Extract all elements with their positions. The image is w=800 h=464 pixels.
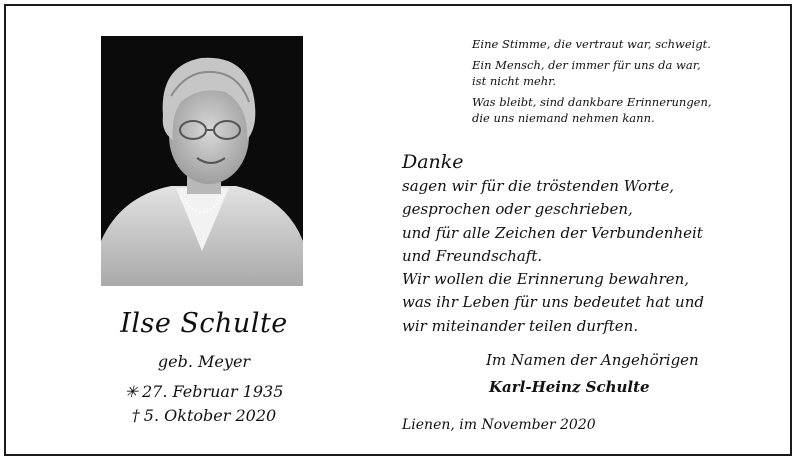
thanks-line: wir miteinander teilen durften. (402, 316, 639, 335)
thanks-line: sagen wir für die tröstenden Worte, (402, 177, 674, 195)
thanks-section (402, 149, 774, 338)
birth-date: 27. Februar 1935 (141, 382, 284, 401)
portrait-photo (101, 36, 303, 286)
signoff (486, 347, 776, 401)
birth-star-icon: ✳ (124, 382, 138, 401)
thanks-heading: Danke (402, 151, 464, 173)
signoff-intro: Im Namen der Angehörigen (486, 351, 699, 369)
verse-line: Was bleibt, sind dankbare Erinnerungen, (472, 94, 712, 109)
thanks-body (402, 175, 774, 338)
life-dates (66, 380, 342, 428)
thanks-line: und Freundschaft. (402, 246, 543, 265)
deceased-name: Ilse Schulte (120, 308, 288, 339)
thanks-line: Wir wollen die Erinnerung bewahren, (402, 270, 690, 289)
signer-name: Karl-Heinz Schulte (489, 378, 650, 396)
verse-line: die uns niemand nehmen kann. (472, 111, 655, 125)
verse-line: Eine Stimme, die vertraut war, schweigt. (472, 37, 711, 51)
maiden-name: geb. Meyer (157, 352, 251, 371)
birth-date-line (66, 380, 342, 404)
obituary-card (4, 4, 792, 456)
thanks-line: gesprochen oder geschrieben, (402, 200, 633, 219)
death-cross-icon: † (131, 406, 140, 425)
death-date-line (66, 404, 342, 428)
thanks-line: was ihr Leben für uns bedeutet hat und (402, 293, 704, 312)
memorial-verse (472, 36, 772, 127)
verse-line: ist nicht mehr. (472, 74, 557, 88)
death-date: 5. Oktober 2020 (143, 406, 277, 425)
verse-line: Ein Mensch, der immer für uns da war, (472, 57, 701, 72)
thanks-line: und für alle Zeichen der Verbundenheit (402, 223, 703, 242)
place-and-date: Lienen, im November 2020 (402, 417, 596, 433)
